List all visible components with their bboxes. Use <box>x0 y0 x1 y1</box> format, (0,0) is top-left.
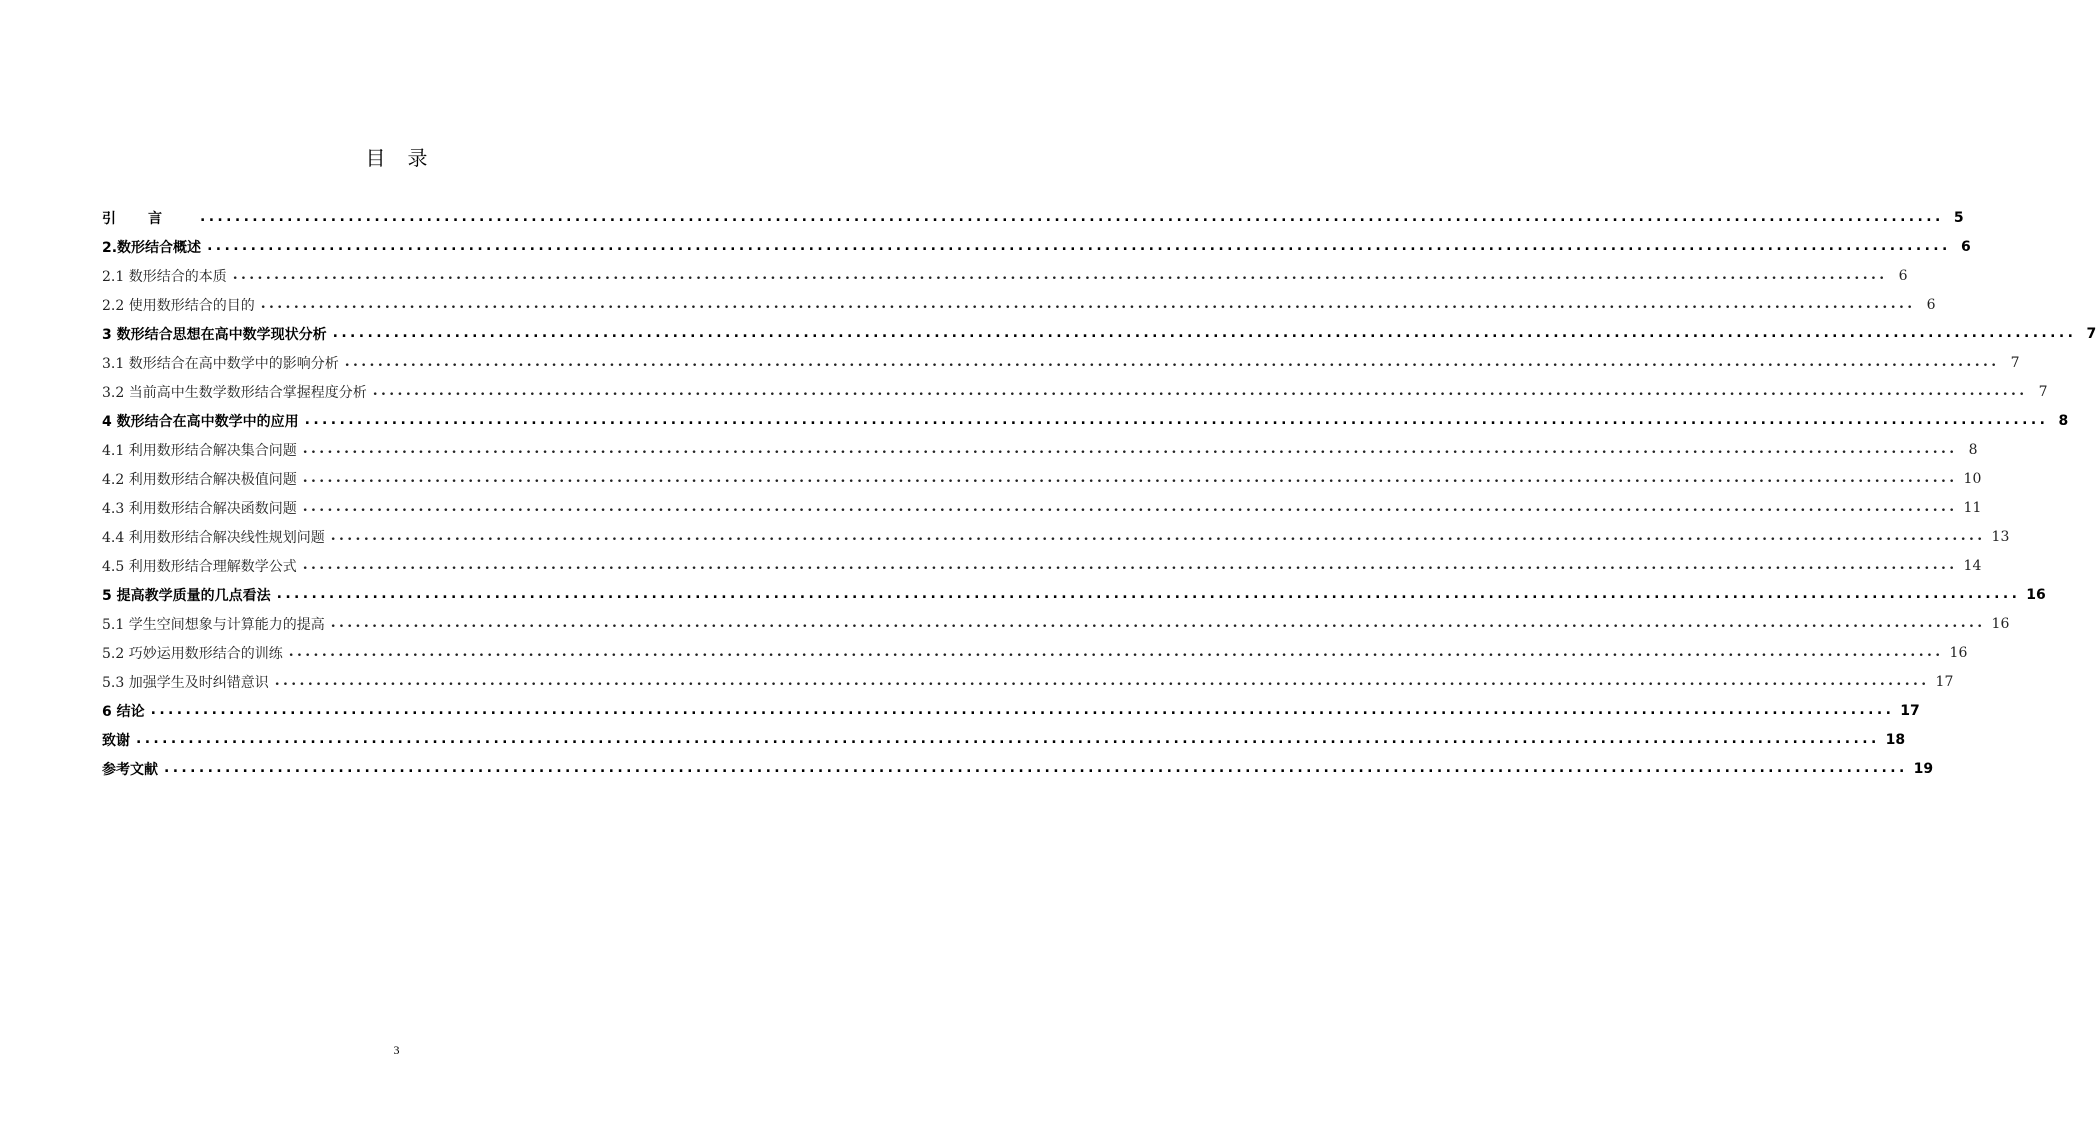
toc-dot-leader: ........................................................................................................................................................................................................ <box>150 701 1895 718</box>
toc-entry-page: 14 <box>1963 557 1982 574</box>
toc-entry[interactable] <box>102 377 2048 406</box>
toc-entry-title: 4.1 利用数形结合解决集合问题 <box>102 442 297 459</box>
toc-entry-page: 6 <box>1898 267 1908 284</box>
toc-entry[interactable] <box>102 319 2096 348</box>
toc-entry-title: 3.2 当前高中生数学数形结合掌握程度分析 <box>102 384 367 401</box>
toc-dot-leader: ........................................................................................................................................................................................................ <box>207 237 1951 254</box>
toc-entry[interactable] <box>102 232 1971 261</box>
toc-entry[interactable] <box>102 406 2069 435</box>
toc-dot-leader: ........................................................................................................................................................................................................ <box>302 498 1958 515</box>
toc-entry-page: 6 <box>1926 296 1936 313</box>
table-of-contents <box>102 203 2096 783</box>
page-title: 目录 <box>365 146 450 170</box>
toc-dot-leader: ........................................................................................................................................................................................................ <box>276 585 2021 602</box>
toc-entry-page: 17 <box>1935 673 1954 690</box>
toc-entry[interactable] <box>102 464 1982 493</box>
toc-entry-title: 2.1 数形结合的本质 <box>102 268 227 285</box>
page-number: 3 <box>393 1043 400 1057</box>
toc-entry-title: 4.4 利用数形结合解决线性规划问题 <box>102 529 325 546</box>
toc-entry[interactable] <box>102 609 2010 638</box>
toc-entry-page: 7 <box>2038 383 2048 400</box>
toc-dot-leader: ........................................................................................................................................................................................................ <box>302 469 1958 486</box>
toc-entry-title: 4 数形结合在高中数学中的应用 <box>102 413 299 430</box>
toc-entry-title: 参考文献 <box>102 761 158 778</box>
toc-entry-title: 3 数形结合思想在高中数学现状分析 <box>102 326 327 343</box>
toc-entry-page: 17 <box>1900 702 1920 719</box>
toc-entry[interactable] <box>102 522 2010 551</box>
toc-entry[interactable] <box>102 261 1908 290</box>
toc-dot-leader: ........................................................................................................................................................................................................ <box>302 556 1958 573</box>
toc-entry-title: 2.数形结合概述 <box>102 239 202 256</box>
toc-entry-page: 8 <box>2058 412 2069 429</box>
toc-entry-page: 10 <box>1963 470 1982 487</box>
toc-entry[interactable] <box>102 551 1982 580</box>
toc-dot-leader: ........................................................................................................................................................................................................ <box>302 440 1958 457</box>
toc-dot-leader: ........................................................................................................................................................................................................ <box>274 672 1930 689</box>
toc-entry[interactable] <box>102 667 1954 696</box>
toc-entry-page: 16 <box>2026 586 2046 603</box>
toc-entry-title: 5 提高教学质量的几点看法 <box>102 587 271 604</box>
toc-entry[interactable] <box>102 435 1978 464</box>
toc-dot-leader: ........................................................................................................................................................................................................ <box>260 295 1916 312</box>
toc-entry-page: 16 <box>1991 615 2010 632</box>
toc-entry-title: 4.3 利用数形结合解决函数问题 <box>102 500 297 517</box>
toc-entry[interactable] <box>102 290 1936 319</box>
toc-entry-title: 3.1 数形结合在高中数学中的影响分析 <box>102 355 339 372</box>
toc-entry[interactable] <box>102 754 1934 783</box>
toc-entry-page: 13 <box>1991 528 2010 545</box>
toc-dot-leader: ........................................................................................................................................................................................................ <box>372 382 2028 399</box>
toc-entry[interactable] <box>102 638 1968 667</box>
toc-dot-leader: ........................................................................................................................................................................................................ <box>288 643 1944 660</box>
toc-entry-title: 6 结论 <box>102 703 145 720</box>
toc-entry-title: 5.1 学生空间想象与计算能力的提高 <box>102 616 325 633</box>
toc-dot-leader: ........................................................................................................................................................................................................ <box>136 730 1880 747</box>
toc-entry[interactable] <box>102 580 2046 609</box>
toc-dot-leader: ........................................................................................................................................................................................................ <box>330 614 1986 631</box>
toc-entry-page: 7 <box>2086 325 2096 342</box>
toc-entry-page: 11 <box>1963 499 1982 516</box>
toc-entry[interactable] <box>102 696 1920 725</box>
toc-dot-leader: ........................................................................................................................................................................................................ <box>330 527 1986 544</box>
toc-entry-page: 18 <box>1885 731 1906 748</box>
toc-entry-page: 7 <box>2010 354 2020 371</box>
toc-dot-leader: ........................................................................................................................................................................................................ <box>232 266 1888 283</box>
toc-entry[interactable] <box>102 725 1906 754</box>
toc-dot-leader: ........................................................................................................................................................................................................ <box>304 411 2049 428</box>
toc-dot-leader: ........................................................................................................................................................................................................ <box>344 353 2000 370</box>
toc-entry-title: 4.5 利用数形结合理解数学公式 <box>102 558 297 575</box>
toc-dot-leader: ........................................................................................................................................................................................................ <box>332 324 2077 341</box>
toc-entry-title: 5.2 巧妙运用数形结合的训练 <box>102 645 283 662</box>
toc-entry-page: 6 <box>1960 238 1971 255</box>
toc-dot-leader: ........................................................................................................................................................................................................ <box>200 208 1944 225</box>
toc-entry-page: 8 <box>1968 441 1978 458</box>
toc-entry-title: 引言 <box>102 210 194 227</box>
toc-entry[interactable] <box>102 348 2020 377</box>
toc-entry-page: 5 <box>1953 209 1964 226</box>
toc-entry-page: 19 <box>1913 760 1934 777</box>
toc-entry-title: 4.2 利用数形结合解决极值问题 <box>102 471 297 488</box>
toc-entry-title: 2.2 使用数形结合的目的 <box>102 297 255 314</box>
toc-entry-page: 16 <box>1949 644 1968 661</box>
toc-dot-leader: ........................................................................................................................................................................................................ <box>164 759 1908 776</box>
toc-entry[interactable] <box>102 493 1982 522</box>
toc-entry-title: 致谢 <box>102 732 130 749</box>
toc-entry-title: 5.3 加强学生及时纠错意识 <box>102 674 269 691</box>
toc-entry[interactable] <box>102 203 1964 232</box>
